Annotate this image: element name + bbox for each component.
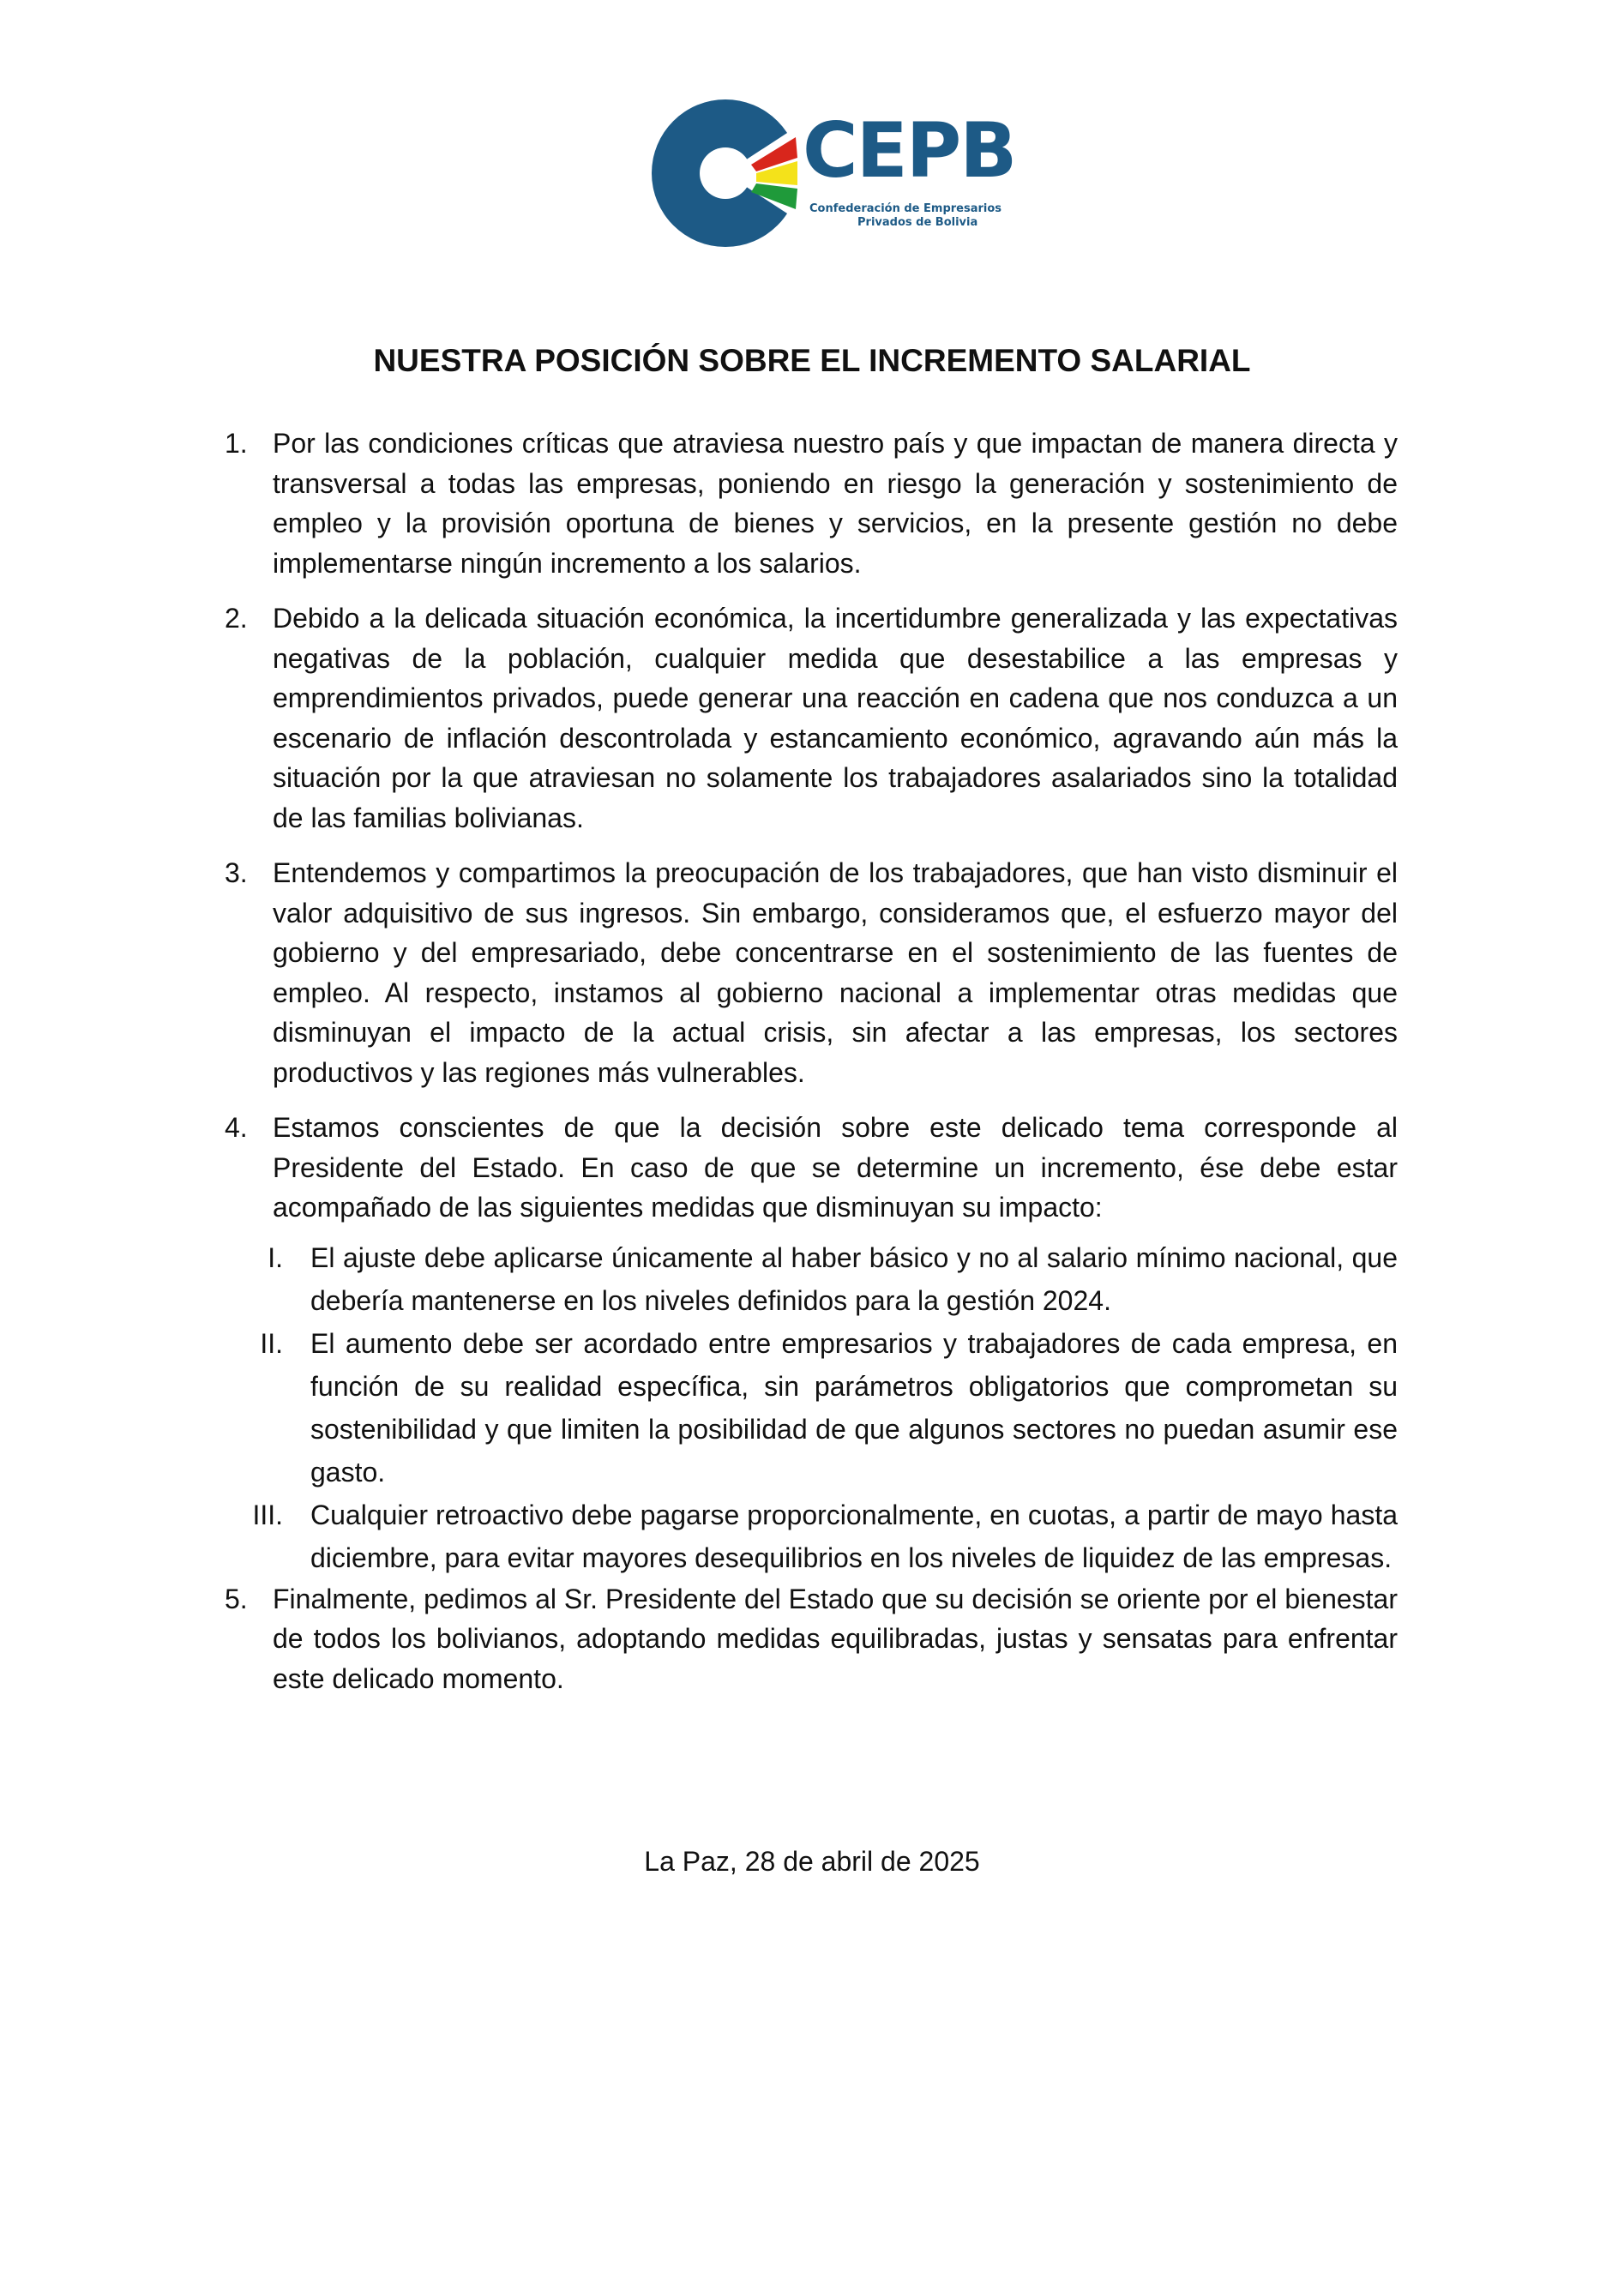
list-item (0, 424, 1624, 583)
list-item-number: 4. (225, 1112, 248, 1143)
cepb-logo (650, 96, 1016, 250)
list-item (0, 598, 1624, 838)
sublist-item (0, 1494, 1624, 1579)
sublist-item-number: III. (252, 1499, 283, 1530)
list-item (0, 1579, 1624, 1699)
list-item-number: 1. (225, 428, 248, 459)
list-item (0, 853, 1624, 1092)
list-item-number: 3. (225, 857, 248, 888)
list-item-number: 2. (225, 603, 248, 634)
list-item-text: Debido a la delicada situación económica, la incertidumbre generalizada y las expectativas negativas de la población, cualquier medida que desestabilice a las empresas y emprendimientos privados, puede generar una reacción en cadena que nos conduzca a un escenario de inflación descontrolada y estancamiento económico, agravando aún más la situación por la que atraviesan no solamente los trabajadores asalariados sino la totalidad de las familias bolivianas. (273, 603, 1398, 833)
logo-subtitle-line2: Privados de Bolivia (857, 216, 978, 229)
logo-acronym: CEPB (803, 106, 1016, 195)
document-date: La Paz, 28 de abril de 2025 (644, 1846, 980, 1877)
list-item-text: Estamos conscientes de que la decisión sobre este delicado tema corresponde al Presidente del Estado. En caso de que se determine un incremento, ése debe estar acompañado de las siguientes medidas que disminuyan su impacto: (273, 1112, 1398, 1223)
logo-subtitle-line1: Confederación de Empresarios (809, 202, 1002, 215)
position-list (0, 424, 1624, 1698)
sublist-item-text: El aumento debe ser acordado entre empresarios y trabajadores de cada empresa, en función de su realidad específica, sin parámetros obligatorios que comprometan su sostenibilidad y que limiten la posibilidad de que algunos sectores no puedan asumir ese gasto. (310, 1327, 1398, 1488)
sublist-item-number: I. (268, 1241, 283, 1273)
sublist-item (0, 1322, 1624, 1494)
cepb-ring-icon (650, 96, 804, 250)
sublist-item (0, 1236, 1624, 1322)
sublist-item-text: El ajuste debe aplicarse únicamente al haber básico y no al salario mínimo nacional, que debería mantenerse en los niveles definidos para la gestión 2024. (310, 1241, 1398, 1316)
logo-subtitle (809, 202, 1001, 230)
list-item (0, 1108, 1624, 1228)
list-item-text: Por las condiciones críticas que atraviesa nuestro país y que impactan de manera directa y transversal a todas las empresas, poniendo en riesgo la generación y sostenimiento de empleo y la provisión oportuna de bienes y servicios, en la presente gestión no debe implementarse ningún incremento a los salarios. (273, 428, 1398, 579)
list-item-number: 5. (225, 1583, 248, 1614)
sublist-item-number: II. (260, 1327, 283, 1359)
sublist-item-text: Cualquier retroactivo debe pagarse proporcionalmente, en cuotas, a partir de mayo hasta diciembre, para evitar mayores desequilibrios en los niveles de liquidez de las empresas. (310, 1499, 1398, 1573)
list-item-text: Entendemos y compartimos la preocupación de los trabajadores, que han visto disminuir el valor adquisitivo de sus ingresos. Sin embargo, consideramos que, el esfuerzo mayor del gobierno y del empresariado, debe concentrarse en el sostenimiento de las fuentes de empleo. Al respecto, instamos al gobierno nacional a implementar otras medidas que disminuyan el impacto de la actual crisis, sin afectar a las empresas, los sectores productivos y las regiones más vulnerables. (273, 857, 1398, 1088)
document-title: NUESTRA POSICIÓN SOBRE EL INCREMENTO SALARIAL (373, 343, 1251, 378)
list-item-text: Finalmente, pedimos al Sr. Presidente del Estado que su decisión se oriente por el bienestar de todos los bolivianos, adoptando medidas equilibradas, justas y sensatas para enfrentar este delicado momento. (273, 1583, 1398, 1694)
